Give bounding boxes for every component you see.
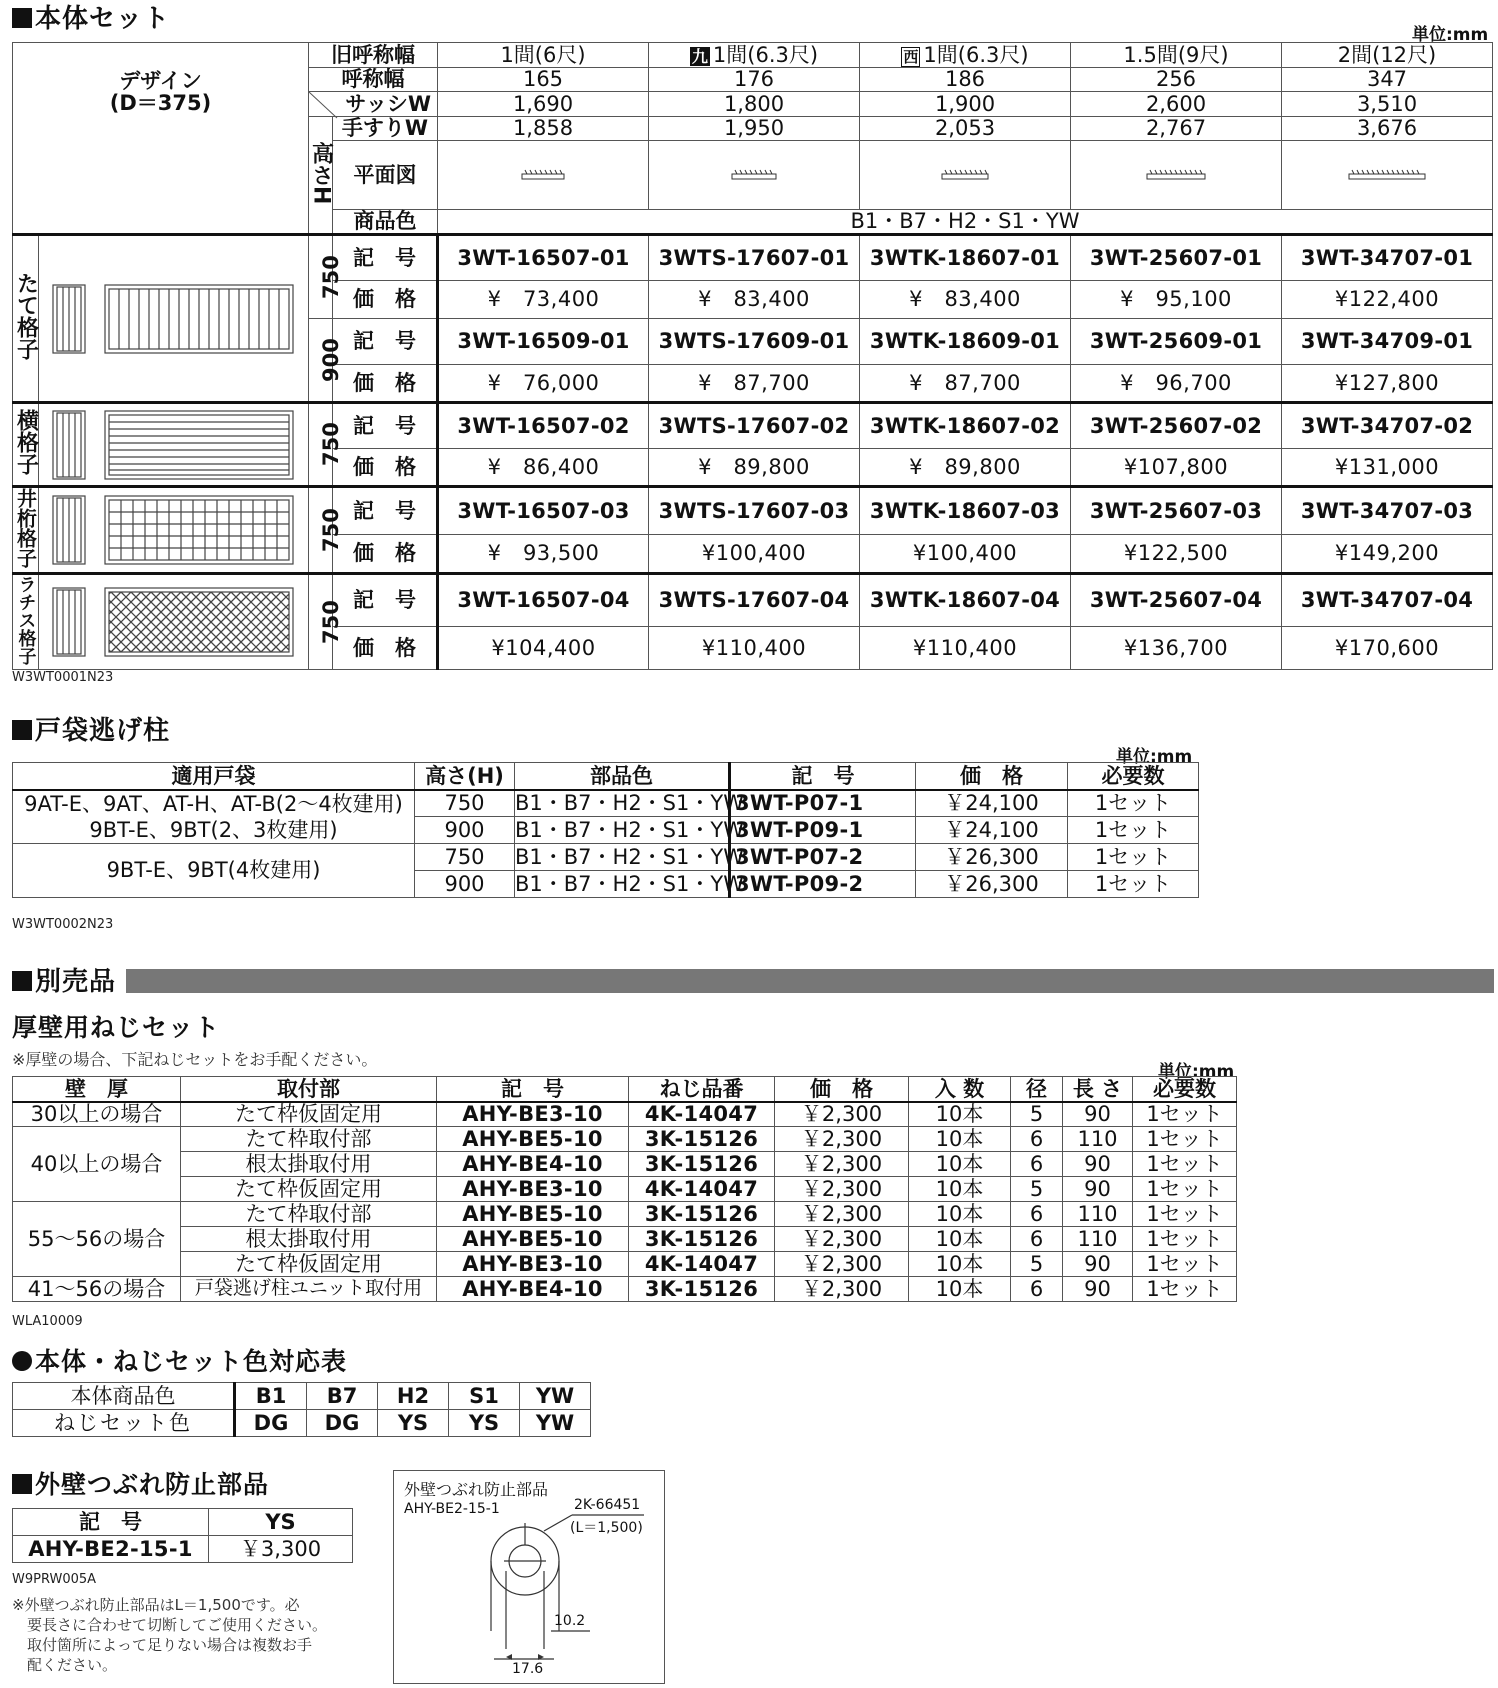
design-illustration-lattice bbox=[39, 574, 309, 670]
col-header: ねじ品番 bbox=[629, 1077, 775, 1102]
product-code: 3WT-16507-04 bbox=[438, 574, 649, 627]
design-illustration-grid bbox=[39, 487, 309, 574]
old-width-2: 九 1間(6.3尺) bbox=[649, 43, 860, 68]
product-code: 3WT-16507-03 bbox=[438, 487, 649, 535]
screw-color: YS bbox=[378, 1410, 449, 1437]
product-price: ¥122,400 bbox=[1282, 281, 1493, 319]
product-price: ¥170,600 bbox=[1282, 626, 1493, 669]
diagram-model: AHY-BE2-15-1 bbox=[404, 1501, 500, 1517]
plan-view-4 bbox=[1071, 141, 1282, 210]
screw-color: YS bbox=[449, 1410, 520, 1437]
length: 90 bbox=[1063, 1252, 1133, 1277]
body-color: YW bbox=[520, 1383, 591, 1410]
diagram-part-number: 2K-66451 bbox=[574, 1497, 641, 1513]
unit-label: 単位:mm bbox=[1412, 25, 1489, 45]
count: 10本 bbox=[909, 1252, 1011, 1277]
count: 10本 bbox=[909, 1102, 1011, 1127]
note-line: 要長さに合わせて切断してご使用ください。 bbox=[12, 1616, 328, 1634]
needed: 1セット bbox=[1133, 1102, 1237, 1127]
width-3: 186 bbox=[860, 68, 1071, 92]
product-price: ¥104,400 bbox=[438, 626, 649, 669]
plan-view-icon bbox=[1348, 168, 1426, 182]
wall-thickness: 55〜56の場合 bbox=[13, 1202, 181, 1277]
product-code: 3WT-25609-01 bbox=[1071, 319, 1282, 365]
unit-label: 単位:mm bbox=[1116, 747, 1193, 767]
part-code: 3WT-P09-1 bbox=[730, 817, 916, 844]
price-label: 価 格 bbox=[333, 534, 438, 573]
mount-part: たて枠仮固定用 bbox=[181, 1252, 437, 1277]
sash-w-label: サッシW bbox=[309, 92, 438, 117]
price: ￥24,100 bbox=[916, 817, 1068, 844]
set-code: AHY-BE3-10 bbox=[437, 1252, 629, 1277]
product-price: ¥122,500 bbox=[1071, 534, 1282, 573]
section-title-pillar: 戸袋逃げ柱 bbox=[12, 716, 170, 746]
product-price: ¥ 95,100 bbox=[1071, 281, 1282, 319]
plan-view-3 bbox=[860, 141, 1071, 210]
mount-part: たて枠取付部 bbox=[181, 1127, 437, 1152]
product-colors: B1・B7・H2・S1・YW bbox=[438, 210, 1493, 235]
price: ￥26,300 bbox=[916, 871, 1068, 898]
product-price: ¥ 87,700 bbox=[649, 365, 860, 403]
length: 90 bbox=[1063, 1152, 1133, 1177]
color-table bbox=[12, 1382, 591, 1437]
section-title-main-set: 本体セット bbox=[12, 4, 170, 34]
body-color: H2 bbox=[378, 1383, 449, 1410]
col-header: 入 数 bbox=[909, 1077, 1011, 1102]
set-code: AHY-BE5-10 bbox=[437, 1127, 629, 1152]
vertical-lattice-icon bbox=[51, 283, 297, 355]
product-code: 3WT-34707-02 bbox=[1282, 403, 1493, 449]
section-bar bbox=[126, 969, 1494, 993]
part-code: 3WT-P07-1 bbox=[730, 790, 916, 817]
set-code: AHY-BE4-10 bbox=[437, 1277, 629, 1302]
grid-lattice-icon bbox=[51, 494, 297, 566]
height-750: 750 bbox=[309, 574, 333, 670]
product-code: 3WT-25607-04 bbox=[1071, 574, 1282, 627]
diagonal-line bbox=[309, 92, 339, 118]
product-price: ¥100,400 bbox=[860, 534, 1071, 573]
rail-w-4: 2,767 bbox=[1071, 117, 1282, 141]
section-title-color-table: 本体・ねじセット色対応表 bbox=[12, 1347, 347, 1377]
product-price: ¥127,800 bbox=[1282, 365, 1493, 403]
sash-w-2: 1,800 bbox=[649, 92, 860, 117]
screw-color: DG bbox=[307, 1410, 378, 1437]
part-color: B1・B7・H2・S1・YW bbox=[515, 844, 744, 869]
part-diagram bbox=[393, 1470, 665, 1684]
count: 10本 bbox=[909, 1152, 1011, 1177]
dimension-label: 17.6 bbox=[512, 1661, 544, 1677]
horizontal-lattice-icon bbox=[51, 409, 297, 481]
product-price: ¥ 89,800 bbox=[860, 449, 1071, 487]
needed: 1セット bbox=[1133, 1177, 1237, 1202]
price: ￥2,300 bbox=[775, 1202, 909, 1227]
unit-label: 単位:mm bbox=[1158, 1062, 1235, 1082]
product-price: ¥100,400 bbox=[649, 534, 860, 573]
price-label: 価 格 bbox=[333, 281, 438, 319]
count: 10本 bbox=[909, 1177, 1011, 1202]
price-label: 価 格 bbox=[333, 626, 438, 669]
part-color: B1・B7・H2・S1・YW bbox=[515, 791, 744, 816]
mount-part: 根太掛取付用 bbox=[181, 1227, 437, 1252]
product-code: 3WTS-17607-03 bbox=[649, 487, 860, 535]
length: 110 bbox=[1063, 1127, 1133, 1152]
product-price: ¥ 93,500 bbox=[438, 534, 649, 573]
product-price: ¥110,400 bbox=[860, 626, 1071, 669]
col-header: 部品色 bbox=[515, 763, 730, 790]
width-4: 256 bbox=[1071, 68, 1282, 92]
color-label: 商品色 bbox=[333, 210, 438, 235]
diameter: 6 bbox=[1011, 1202, 1063, 1227]
length: 90 bbox=[1063, 1102, 1133, 1127]
price-label: 価 格 bbox=[333, 365, 438, 403]
mount-part: たて枠仮固定用 bbox=[181, 1177, 437, 1202]
part-code: 3WT-P09-2 bbox=[730, 871, 916, 898]
screw-color: YW bbox=[520, 1410, 591, 1437]
price: ￥2,300 bbox=[775, 1127, 909, 1152]
rail-w-3: 2,053 bbox=[860, 117, 1071, 141]
price: ￥2,300 bbox=[775, 1102, 909, 1127]
col-header: 径 bbox=[1011, 1077, 1063, 1102]
quantity: 1セット bbox=[1068, 817, 1199, 844]
product-code: 3WT-34707-01 bbox=[1282, 235, 1493, 281]
design-name-grid: 井桁格子 bbox=[13, 487, 39, 574]
plan-view-icon bbox=[731, 168, 777, 182]
plan-view-icon bbox=[1146, 168, 1206, 182]
product-price: ¥ 73,400 bbox=[438, 281, 649, 319]
screw-code: 4K-14047 bbox=[629, 1177, 775, 1202]
design-illustration-vertical bbox=[39, 235, 309, 403]
diameter: 5 bbox=[1011, 1252, 1063, 1277]
sash-w-4: 2,600 bbox=[1071, 92, 1282, 117]
col-header: 価 格 bbox=[775, 1077, 909, 1102]
mount-part: 戸袋逃げ柱ユニット取付用 bbox=[181, 1277, 437, 1302]
old-width-3: 西 1間(6.3尺) bbox=[860, 43, 1071, 68]
col-header: 適用戸袋 bbox=[13, 763, 415, 790]
count: 10本 bbox=[909, 1127, 1011, 1152]
screw-code: 3K-15126 bbox=[629, 1277, 775, 1302]
body-color: B1 bbox=[235, 1383, 307, 1410]
col-header: 必要数 bbox=[1068, 763, 1199, 790]
rail-w-5: 3,676 bbox=[1282, 117, 1493, 141]
quantity: 1セット bbox=[1068, 844, 1199, 871]
width-5: 347 bbox=[1282, 68, 1493, 92]
col-header: 壁 厚 bbox=[13, 1077, 181, 1102]
col-header: 必要数 bbox=[1133, 1077, 1237, 1102]
price: ￥2,300 bbox=[775, 1152, 909, 1177]
rail-w-2: 1,950 bbox=[649, 117, 860, 141]
rail-w-label: 手すりW bbox=[333, 117, 438, 141]
rail-w-1: 1,858 bbox=[438, 117, 649, 141]
screw-code: 4K-14047 bbox=[629, 1252, 775, 1277]
product-price: ¥ 76,000 bbox=[438, 365, 649, 403]
col-header: 記 号 bbox=[437, 1077, 629, 1102]
needed: 1セット bbox=[1133, 1227, 1237, 1252]
set-code: AHY-BE3-10 bbox=[437, 1177, 629, 1202]
product-price: ¥ 87,700 bbox=[860, 365, 1071, 403]
product-code: 3WT-16509-01 bbox=[438, 319, 649, 365]
code-label: 記 号 bbox=[333, 319, 438, 365]
product-code: 3WT-34709-01 bbox=[1282, 319, 1493, 365]
design-name-horizontal: 横格子 bbox=[13, 403, 39, 487]
note-line: 配ください。 bbox=[12, 1656, 118, 1674]
product-code: 3WTS-17609-01 bbox=[649, 319, 860, 365]
set-code: AHY-BE5-10 bbox=[437, 1202, 629, 1227]
product-code: 3WT-16507-01 bbox=[438, 235, 649, 281]
price-label: 価 格 bbox=[333, 449, 438, 487]
product-code: 3WT-34707-04 bbox=[1282, 574, 1493, 627]
quantity: 1セット bbox=[1068, 871, 1199, 898]
wall-thickness: 30以上の場合 bbox=[13, 1102, 181, 1127]
length: 110 bbox=[1063, 1227, 1133, 1252]
height-900: 900 bbox=[309, 319, 333, 403]
code-label: 記 号 bbox=[333, 487, 438, 535]
design-name-lattice: ラチス格子 bbox=[13, 574, 39, 670]
width-1: 165 bbox=[438, 68, 649, 92]
col-header: 記 号 bbox=[730, 763, 916, 790]
bullet-circle-icon bbox=[12, 1351, 32, 1371]
product-price: ¥131,000 bbox=[1282, 449, 1493, 487]
height-750: 750 bbox=[309, 403, 333, 487]
width-label: 呼称幅 bbox=[309, 68, 438, 92]
diameter: 6 bbox=[1011, 1127, 1063, 1152]
plan-label: 平面図 bbox=[333, 141, 438, 210]
subsection-title: 厚壁用ねじセット bbox=[12, 1013, 221, 1042]
sash-w-1: 1,690 bbox=[438, 92, 649, 117]
sash-w-3: 1,900 bbox=[860, 92, 1071, 117]
design-illustration-horizontal bbox=[39, 403, 309, 487]
product-code: 3WT-25607-03 bbox=[1071, 487, 1282, 535]
product-code: 3WTK-18607-04 bbox=[860, 574, 1071, 627]
old-width-4: 1.5間(9尺) bbox=[1071, 43, 1282, 68]
height: 900 bbox=[415, 871, 515, 898]
code-label: 記 号 bbox=[333, 235, 438, 281]
doc-code: W9PRW005A bbox=[12, 1572, 97, 1587]
screw-code: 3K-15126 bbox=[629, 1227, 775, 1252]
product-code: 3WT-34707-03 bbox=[1282, 487, 1493, 535]
product-code: 3WTS-17607-04 bbox=[649, 574, 860, 627]
product-code: 3WT-25607-02 bbox=[1071, 403, 1282, 449]
screw-code: 3K-15126 bbox=[629, 1127, 775, 1152]
product-price: ¥149,200 bbox=[1282, 534, 1493, 573]
wall-part-table bbox=[12, 1508, 353, 1563]
mount-part: 根太掛取付用 bbox=[181, 1152, 437, 1177]
product-code: 3WT-16507-02 bbox=[438, 403, 649, 449]
diameter: 6 bbox=[1011, 1152, 1063, 1177]
dimension-label: 10.2 bbox=[554, 1613, 586, 1629]
note-line: 取付箇所によって足りない場合は複数お手 bbox=[12, 1636, 313, 1654]
set-code: AHY-BE4-10 bbox=[437, 1152, 629, 1177]
product-price: ¥ 96,700 bbox=[1071, 365, 1282, 403]
product-price: ¥110,400 bbox=[649, 626, 860, 669]
price: ￥2,300 bbox=[775, 1227, 909, 1252]
code-label: 記 号 bbox=[333, 574, 438, 627]
product-code: 3WTK-18609-01 bbox=[860, 319, 1071, 365]
needed: 1セット bbox=[1133, 1252, 1237, 1277]
plan-view-5 bbox=[1282, 141, 1493, 210]
diameter: 5 bbox=[1011, 1102, 1063, 1127]
main-set-table bbox=[12, 42, 1493, 670]
product-code: 3WTS-17607-01 bbox=[649, 235, 860, 281]
plan-view-icon bbox=[521, 168, 565, 182]
body-color: B7 bbox=[307, 1383, 378, 1410]
product-code: 3WTK-18607-01 bbox=[860, 235, 1071, 281]
count: 10本 bbox=[909, 1202, 1011, 1227]
price: ￥2,300 bbox=[775, 1252, 909, 1277]
wall-thickness: 41〜56の場合 bbox=[13, 1277, 181, 1302]
length: 110 bbox=[1063, 1202, 1133, 1227]
needed: 1セット bbox=[1133, 1202, 1237, 1227]
design-depth: (D＝375) bbox=[109, 90, 212, 115]
sash-w-5: 3,510 bbox=[1282, 92, 1493, 117]
pillar-table bbox=[12, 762, 1199, 898]
product-code: 3WTS-17607-02 bbox=[649, 403, 860, 449]
section-title-wall-part: 外壁つぶれ防止部品 bbox=[12, 1470, 269, 1500]
old-width-label: 旧呼称幅 bbox=[309, 43, 438, 68]
diameter: 6 bbox=[1011, 1227, 1063, 1252]
count: 10本 bbox=[909, 1227, 1011, 1252]
part-code: AHY-BE2-15-1 bbox=[13, 1536, 209, 1563]
count: 10本 bbox=[909, 1277, 1011, 1302]
body-color: S1 bbox=[449, 1383, 520, 1410]
screw-code: 3K-15126 bbox=[629, 1202, 775, 1227]
doc-code: W3WT0002N23 bbox=[12, 917, 114, 932]
col-header: 高さ(H) bbox=[415, 763, 515, 790]
product-code: 3WTK-18607-02 bbox=[860, 403, 1071, 449]
length: 90 bbox=[1063, 1277, 1133, 1302]
height-750: 750 bbox=[309, 235, 333, 319]
price: ￥2,300 bbox=[775, 1277, 909, 1302]
needed: 1セット bbox=[1133, 1127, 1237, 1152]
needed: 1セット bbox=[1133, 1277, 1237, 1302]
diagram-title: 外壁つぶれ防止部品 bbox=[404, 1480, 549, 1499]
design-label: デザイン bbox=[119, 68, 202, 93]
height-h-label: 高さH bbox=[309, 117, 333, 235]
needed: 1セット bbox=[1133, 1152, 1237, 1177]
product-price: ¥ 89,800 bbox=[649, 449, 860, 487]
note-line: ※外壁つぶれ防止部品はL＝1,500です。必 bbox=[12, 1596, 300, 1614]
height: 900 bbox=[415, 817, 515, 844]
mount-part: たて枠取付部 bbox=[181, 1202, 437, 1227]
plan-view-2 bbox=[649, 141, 860, 210]
product-code: 3WT-25607-01 bbox=[1071, 235, 1282, 281]
height-750: 750 bbox=[309, 487, 333, 574]
body-color-label: 本体商品色 bbox=[13, 1383, 235, 1410]
col-header: 長 さ bbox=[1063, 1077, 1133, 1102]
product-price: ¥ 83,400 bbox=[860, 281, 1071, 319]
width-2: 176 bbox=[649, 68, 860, 92]
plan-view-1 bbox=[438, 141, 649, 210]
applicable-doors: 9AT-E、9AT、AT-H、AT-B(2〜4枚建用) 9BT-E、9BT(2、3枚建用) bbox=[13, 790, 415, 844]
col-header: 取付部 bbox=[181, 1077, 437, 1102]
product-price: ¥107,800 bbox=[1071, 449, 1282, 487]
screw-code: 4K-14047 bbox=[629, 1102, 775, 1127]
code-label: 記 号 bbox=[333, 403, 438, 449]
region-mark-west: 西 bbox=[903, 47, 919, 66]
set-code: AHY-BE3-10 bbox=[437, 1102, 629, 1127]
cross-section-drawing bbox=[394, 1471, 666, 1685]
col-header: YS bbox=[209, 1509, 353, 1536]
plan-view-icon bbox=[941, 168, 989, 182]
height: 750 bbox=[415, 790, 515, 817]
screw-set-table bbox=[12, 1076, 1237, 1302]
col-header: 記 号 bbox=[13, 1509, 209, 1536]
product-code: 3WTK-18607-03 bbox=[860, 487, 1071, 535]
part-code: 3WT-P07-2 bbox=[730, 844, 916, 871]
part-color: B1・B7・H2・S1・YW bbox=[515, 817, 744, 842]
doc-code: WLA10009 bbox=[12, 1314, 83, 1329]
product-price: ¥ 86,400 bbox=[438, 449, 649, 487]
screw-code: 3K-15126 bbox=[629, 1152, 775, 1177]
price: ￥24,100 bbox=[916, 790, 1068, 817]
length: 90 bbox=[1063, 1177, 1133, 1202]
diagram-length: (L＝1,500) bbox=[570, 1520, 643, 1536]
screw-color-label: ねじセット色 bbox=[13, 1410, 235, 1437]
diameter: 6 bbox=[1011, 1277, 1063, 1302]
product-price: ¥136,700 bbox=[1071, 626, 1282, 669]
design-name-vertical: たて格子 bbox=[13, 235, 39, 403]
product-price: ¥ 83,400 bbox=[649, 281, 860, 319]
quantity: 1セット bbox=[1068, 790, 1199, 817]
old-width-1: 1間(6尺) bbox=[438, 43, 649, 68]
col-header: 価 格 bbox=[916, 763, 1068, 790]
diameter: 5 bbox=[1011, 1177, 1063, 1202]
old-width-5: 2間(12尺) bbox=[1282, 43, 1493, 68]
price: ￥3,300 bbox=[209, 1536, 353, 1563]
lattice-diamond-icon bbox=[51, 586, 297, 658]
mount-part: たて枠仮固定用 bbox=[181, 1102, 437, 1127]
applicable-doors: 9BT-E、9BT(4枚建用) bbox=[13, 844, 415, 898]
doc-code: W3WT0001N23 bbox=[12, 670, 114, 685]
wall-thickness: 40以上の場合 bbox=[13, 1127, 181, 1202]
price: ￥26,300 bbox=[916, 844, 1068, 871]
height: 750 bbox=[415, 844, 515, 871]
screw-color: DG bbox=[235, 1410, 307, 1437]
price: ￥2,300 bbox=[775, 1177, 909, 1202]
set-code: AHY-BE5-10 bbox=[437, 1227, 629, 1252]
part-color: B1・B7・H2・S1・YW bbox=[515, 871, 744, 896]
note-text: ※厚壁の場合、下記ねじセットをお手配ください。 bbox=[12, 1050, 378, 1069]
section-title-options: 別売品 bbox=[12, 967, 116, 997]
region-mark-kyushu: 九 bbox=[691, 46, 708, 66]
